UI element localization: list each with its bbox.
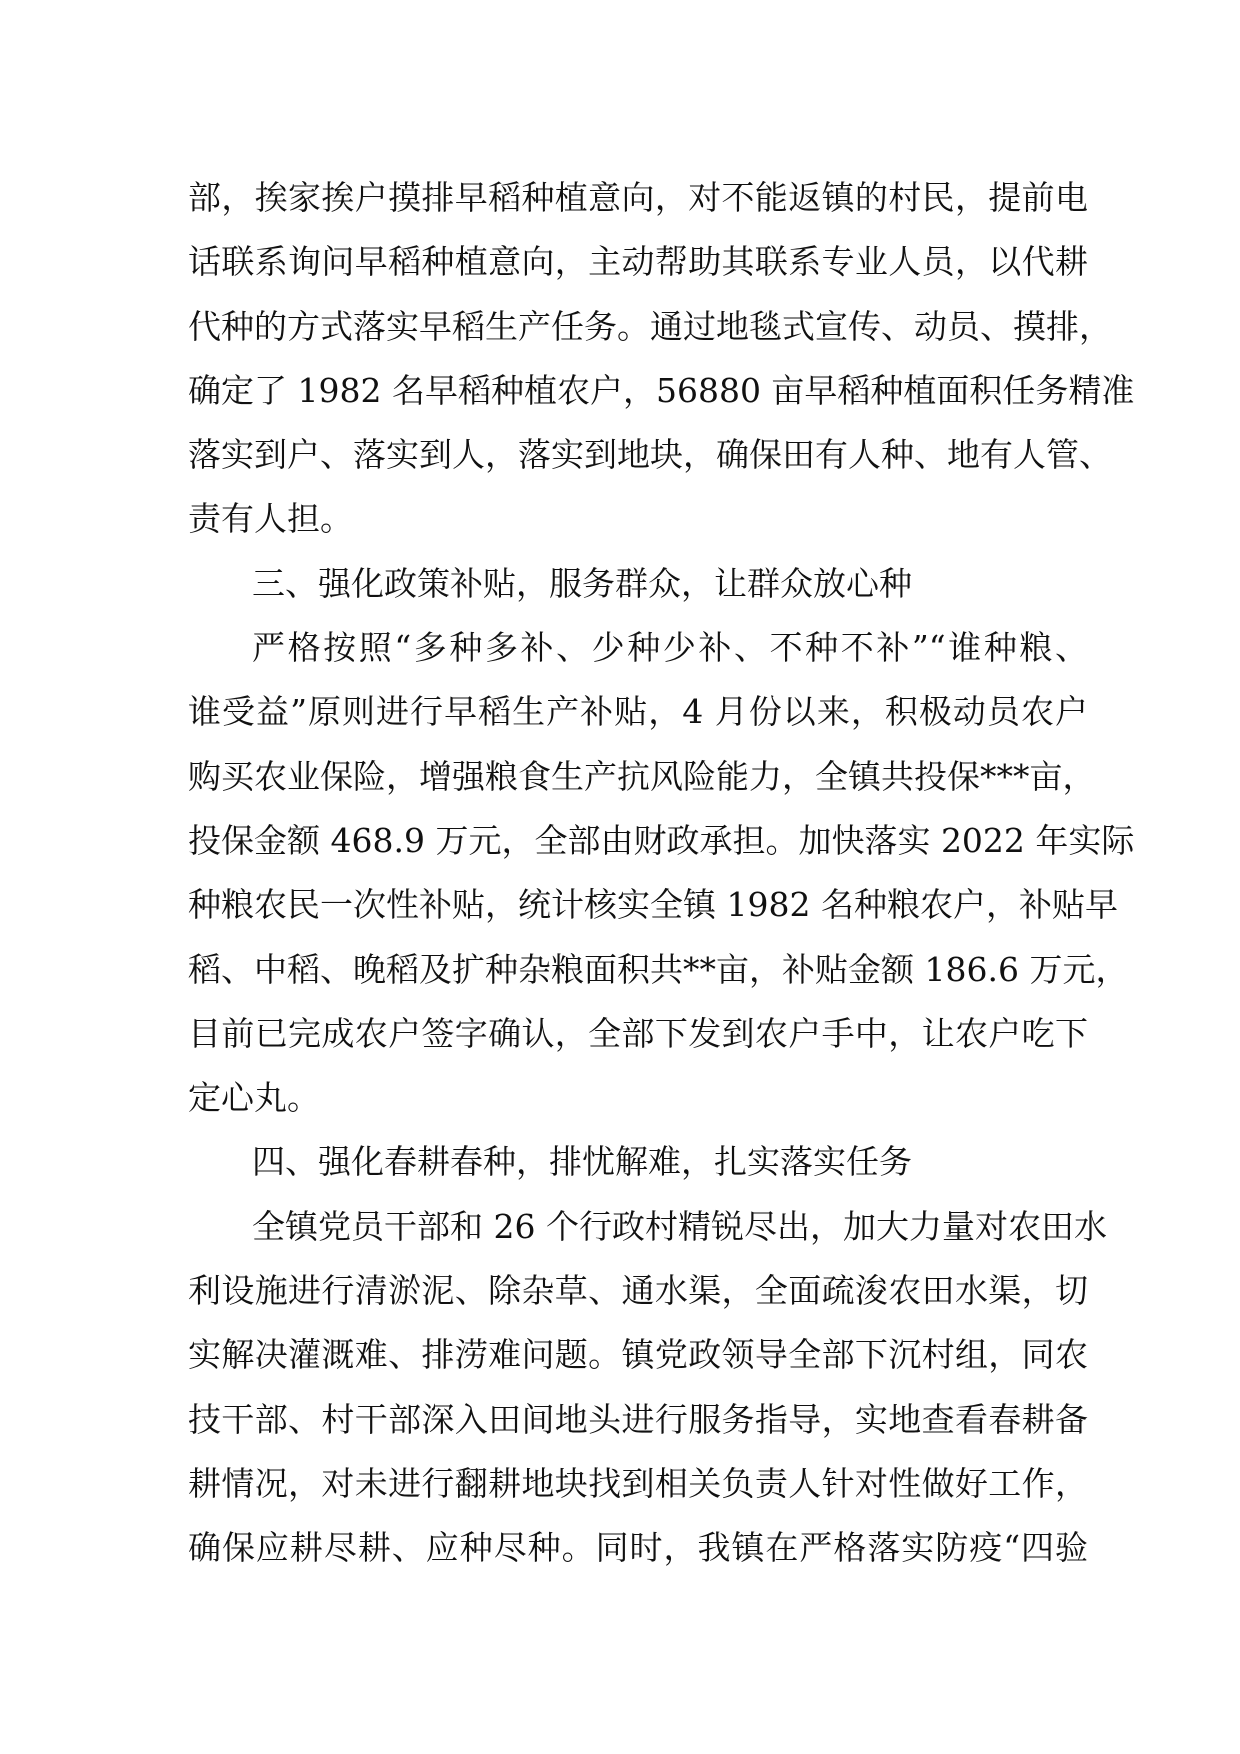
body-line: 全镇党员干部和 26 个行政村精锐尽出，加大力量对农田水 bbox=[252, 1206, 1107, 1246]
body-line: 代种的方式落实早稻生产任务。通过地毯式宣传、动员、摸排， bbox=[188, 306, 1112, 346]
document-page bbox=[188, 166, 1135, 1581]
body-line: 部，挨家挨户摸排早稻种植意向，对不能返镇的村民，提前电 bbox=[188, 178, 1088, 217]
body-line: 购买农业保险，增强粮食生产抗风险能力，全镇共投保***亩， bbox=[188, 756, 1096, 796]
body-line: 实解决灌溉难、排涝难问题。镇党政领导全部下沉村组，同农 bbox=[188, 1335, 1088, 1375]
body-line: 耕情况，对未进行翻耕地块找到相关负责人针对性做好工作， bbox=[188, 1463, 1088, 1503]
body-line: 确定了 1982 名早稻种植农户，56880 亩早稻种植面积任务精准 bbox=[188, 370, 1135, 410]
body-line: 利设施进行清淤泥、除杂草、通水渠，全面疏浚农田水渠，切 bbox=[188, 1271, 1088, 1311]
body-line: 稻、中稻、晚稻及扩种杂粮面积共**亩，补贴金额 186.6 万元， bbox=[188, 949, 1129, 989]
section-heading: 四、强化春耕春种，排忧解难，扎实落实任务 bbox=[252, 1142, 912, 1182]
body-line: 严格按照“多种多补、少种少补、不种不补”“谁种粮、 bbox=[252, 628, 1088, 668]
body-line: 种粮农民一次性补贴，统计核实全镇 1982 名种粮农户，补贴早 bbox=[188, 885, 1118, 925]
body-line: 目前已完成农户签字确认，全部下发到农户手中，让农户吃下 bbox=[188, 1013, 1088, 1053]
body-line: 落实到户、落实到人，落实到地块，确保田有人种、地有人管、 bbox=[188, 435, 1112, 475]
body-line: 责有人担。 bbox=[188, 499, 353, 539]
body-line: 投保金额 468.9 万元，全部由财政承担。加快落实 2022 年实际 bbox=[188, 820, 1135, 860]
body-line: 技干部、村干部深入田间地头进行服务指导，实地查看春耕备 bbox=[188, 1399, 1088, 1439]
body-line: 定心丸。 bbox=[188, 1078, 320, 1118]
body-line: 确保应耕尽耕、应种尽种。同时，我镇在严格落实防疫“四验 bbox=[188, 1528, 1088, 1568]
body-line: 谁受益”原则进行早稻生产补贴，4 月份以来，积极动员农户 bbox=[188, 692, 1088, 732]
section-heading: 三、强化政策补贴，服务群众，让群众放心种 bbox=[252, 563, 912, 603]
body-line: 话联系询问早稻种植意向，主动帮助其联系专业人员，以代耕 bbox=[188, 242, 1088, 282]
